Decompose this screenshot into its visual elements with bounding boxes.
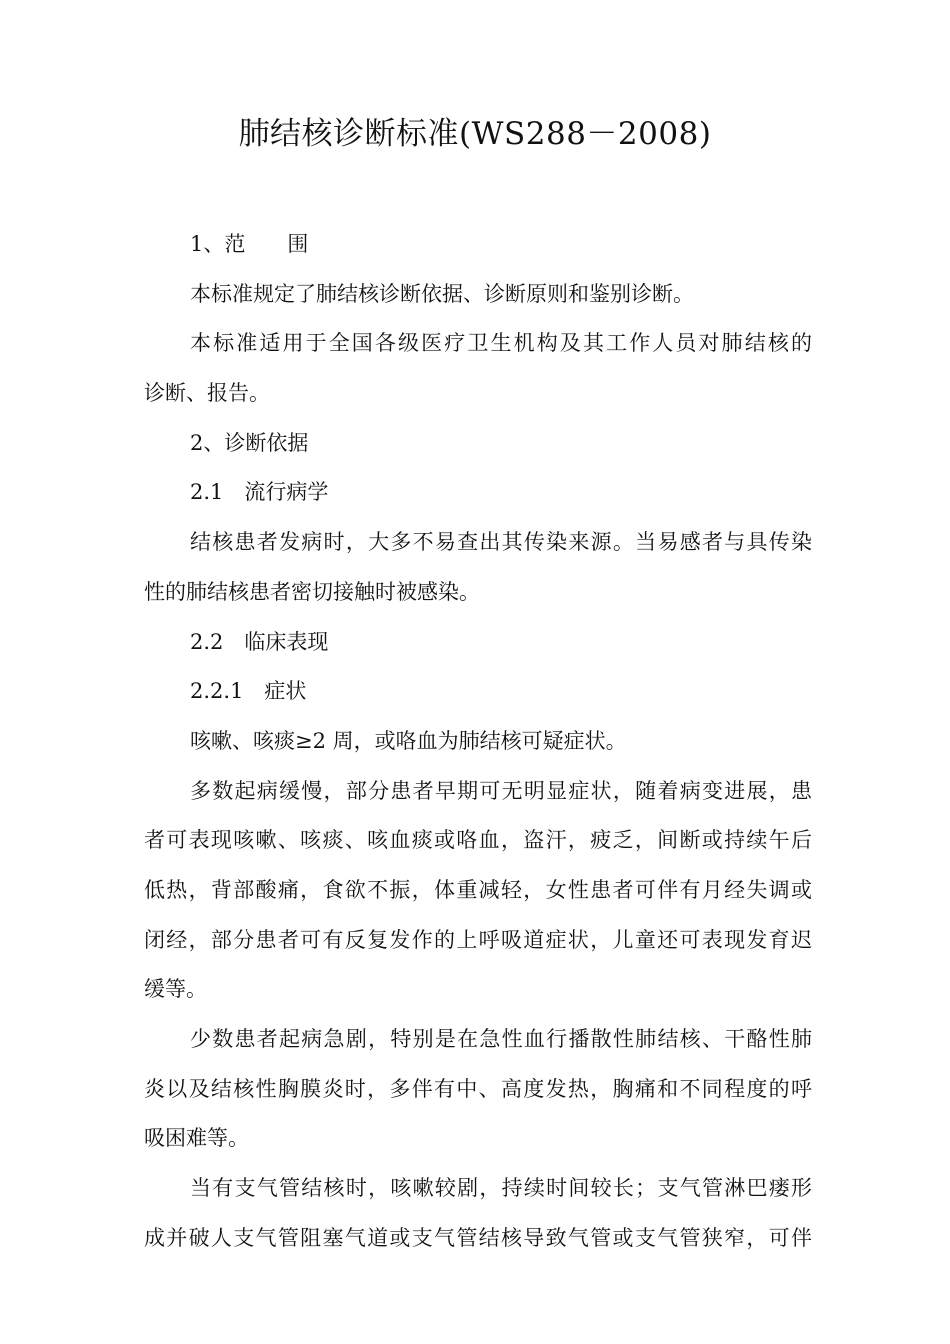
paragraph-line: 诊断、报告。 — [144, 381, 270, 406]
section-heading-scope: 1、范 围 — [190, 232, 309, 256]
paragraph-line: 咳嗽、咳痰≥2 周，或咯血为肺结核可疑症状。 — [190, 728, 627, 753]
paragraph-line: 吸困难等。 — [144, 1126, 249, 1151]
paragraph-line: 少数患者起病急剧，特别是在急性血行播散性肺结核、干酪性肺 — [190, 1027, 812, 1051]
paragraph-line: 结核患者发病时，大多不易查出其传染来源。当易感者与具传染 — [190, 530, 812, 555]
paragraph-line: 本标准规定了肺结核诊断依据、诊断原则和鉴别诊断。 — [190, 281, 694, 306]
paragraph-line: 多数起病缓慢，部分患者早期可无明显症状，随着病变进展，患 — [190, 778, 812, 803]
subsection-heading-epidemiology: 2.1 流行病学 — [190, 480, 329, 505]
subsection-heading-symptoms: 2.2.1 症状 — [190, 679, 307, 704]
paragraph-line: 低热，背部酸痛，食欲不振，体重减轻，女性患者可伴有月经失调或 — [144, 877, 812, 902]
paragraph-line: 闭经，部分患者可有反复发作的上呼吸道症状，儿童还可表现发育迟 — [144, 927, 812, 952]
paragraph-line: 本标准适用于全国各级医疗卫生机构及其工作人员对肺结核的 — [190, 331, 812, 356]
paragraph-line: 成并破人支气管阻塞气道或支气管结核导致气管或支气管狭窄，可伴 — [144, 1225, 812, 1250]
section-heading-diagnosis-basis: 2、诊断依据 — [190, 430, 309, 455]
paragraph-line: 炎以及结核性胸膜炎时，多伴有中、高度发热，胸痛和不同程度的呼 — [144, 1076, 812, 1101]
subsection-heading-clinical: 2.2 临床表现 — [190, 629, 329, 654]
paragraph-line: 性的肺结核患者密切接触时被感染。 — [144, 579, 480, 604]
paragraph-line: 缓等。 — [144, 977, 207, 1002]
document-title: 肺结核诊断标准(WS288－2008) — [238, 116, 712, 152]
paragraph-line: 者可表现咳嗽、咳痰、咳血痰或咯血，盗汗，疲乏，间断或持续午后 — [144, 828, 812, 853]
paragraph-line: 当有支气管结核时，咳嗽较剧，持续时间较长；支气管淋巴瘘形 — [190, 1176, 812, 1201]
document-body — [144, 220, 812, 1263]
